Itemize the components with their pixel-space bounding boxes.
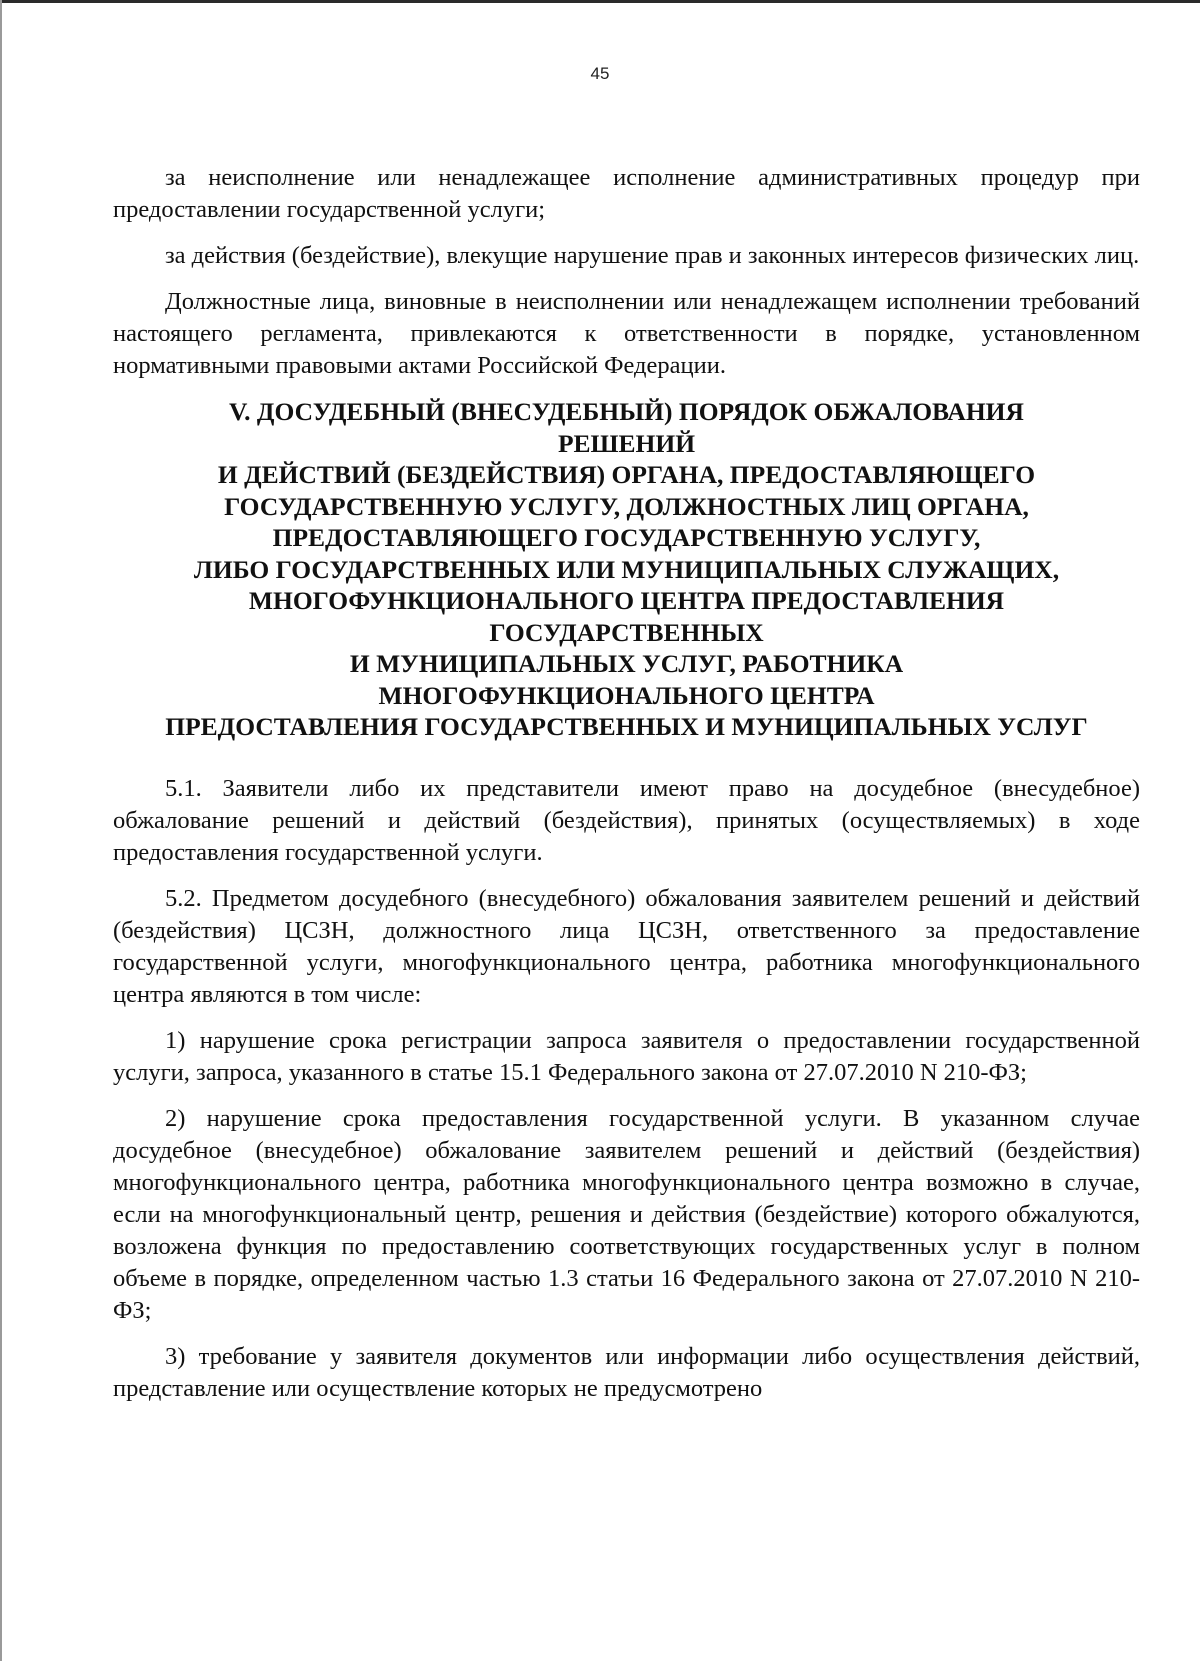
paragraph-top-1: за неисполнение или ненадлежащее исполнение административных процедур при предоставлении государственной услуги;: [113, 164, 1140, 223]
paragraph-top-2: за действия (бездействие), влекущие нарушение прав и законных интересов физических лиц.: [165, 242, 1140, 269]
section-heading-line: МНОГОФУНКЦИОНАЛЬНОГО ЦЕНТРА ПРЕДОСТАВЛЕНИЯ: [248, 586, 1005, 615]
paragraph-5-1: 5.1. Заявители либо их представители имеют право на досудебное (внесудебное) обжалование решений и действий (бездействия), принятых (осуществляемых) в ходе предоставления государственной услуги.: [113, 774, 1140, 866]
section-heading-line: И ДЕЙСТВИЙ (БЕЗДЕЙСТВИЯ) ОРГАНА, ПРЕДОСТАВЛЯЮЩЕГО: [217, 460, 1036, 489]
scan-edge-top: [0, 0, 1200, 3]
section-heading-line: И МУНИЦИПАЛЬНЫХ УСЛУГ, РАБОТНИКА: [349, 649, 904, 678]
list-item-1: 1) нарушение срока регистрации запроса заявителя о предоставлении государственной услуги, запроса, указанного в статье 15.1 Федерального закона от 27.07.2010 N 210-ФЗ;: [113, 1026, 1140, 1086]
section-heading: [113, 396, 1140, 743]
section-heading-line: РЕШЕНИЙ: [557, 428, 696, 458]
document-body: [113, 162, 1140, 1419]
section-heading-line: ПРЕДОСТАВЛЯЮЩЕГО ГОСУДАРСТВЕННУЮ УСЛУГУ,: [272, 523, 981, 552]
list-item-3: 3) требование у заявителя документов или информации либо осуществления действий, представление или осуществление которых не предусмотрено: [113, 1342, 1140, 1402]
section-heading-line: ГОСУДАРСТВЕННЫХ: [489, 617, 764, 647]
list-item-2: 2) нарушение срока предоставления государственной услуги. В указанном случае досудебное (внесудебное) обжалование заявителем решений и действий (бездействия) многофункционального центра, работника многофункционального центра возможно в случае, если на многофункциональный центр, решения и действия (бездействие) которого обжалуются, возложена функция по предоставлению соответствующих государственных услуг в полном объеме в порядке, определенном частью 1.3 статьи 16 Федерального закона от 27.07.2010 N 210-ФЗ;: [113, 1104, 1140, 1324]
section-heading-line: ГОСУДАРСТВЕННУЮ УСЛУГУ, ДОЛЖНОСТНЫХ ЛИЦ ОРГАНА,: [224, 491, 1029, 521]
section-heading-line: ПРЕДОСТАВЛЕНИЯ ГОСУДАРСТВЕННЫХ И МУНИЦИПАЛЬНЫХ УСЛУГ: [165, 712, 1088, 741]
section-heading-line: ЛИБО ГОСУДАРСТВЕННЫХ ИЛИ МУНИЦИПАЛЬНЫХ СЛУЖАЩИХ,: [193, 554, 1060, 584]
section-heading-line: V. ДОСУДЕБНЫЙ (ВНЕСУДЕБНЫЙ) ПОРЯДОК ОБЖАЛОВАНИЯ: [229, 397, 1024, 426]
paragraph-top-3: Должностные лица, виновные в неисполнении или ненадлежащем исполнении требований настоящего регламента, привлекаются к ответственности в порядке, установленном нормативными правовыми актами Российской Федерации.: [113, 288, 1140, 379]
section-heading-line: МНОГОФУНКЦИОНАЛЬНОГО ЦЕНТРА: [378, 680, 875, 710]
scan-edge-left: [0, 0, 2, 1661]
page-number: 45: [590, 64, 610, 83]
paragraph-5-2: 5.2. Предметом досудебного (внесудебного) обжалования заявителем решений и действий (бездействия) ЦСЗН, должностного лица ЦСЗН, ответственного за предоставление государственной услуги, многофункционального центра, работника многофункционального центра являются в том числе:: [113, 884, 1140, 1008]
